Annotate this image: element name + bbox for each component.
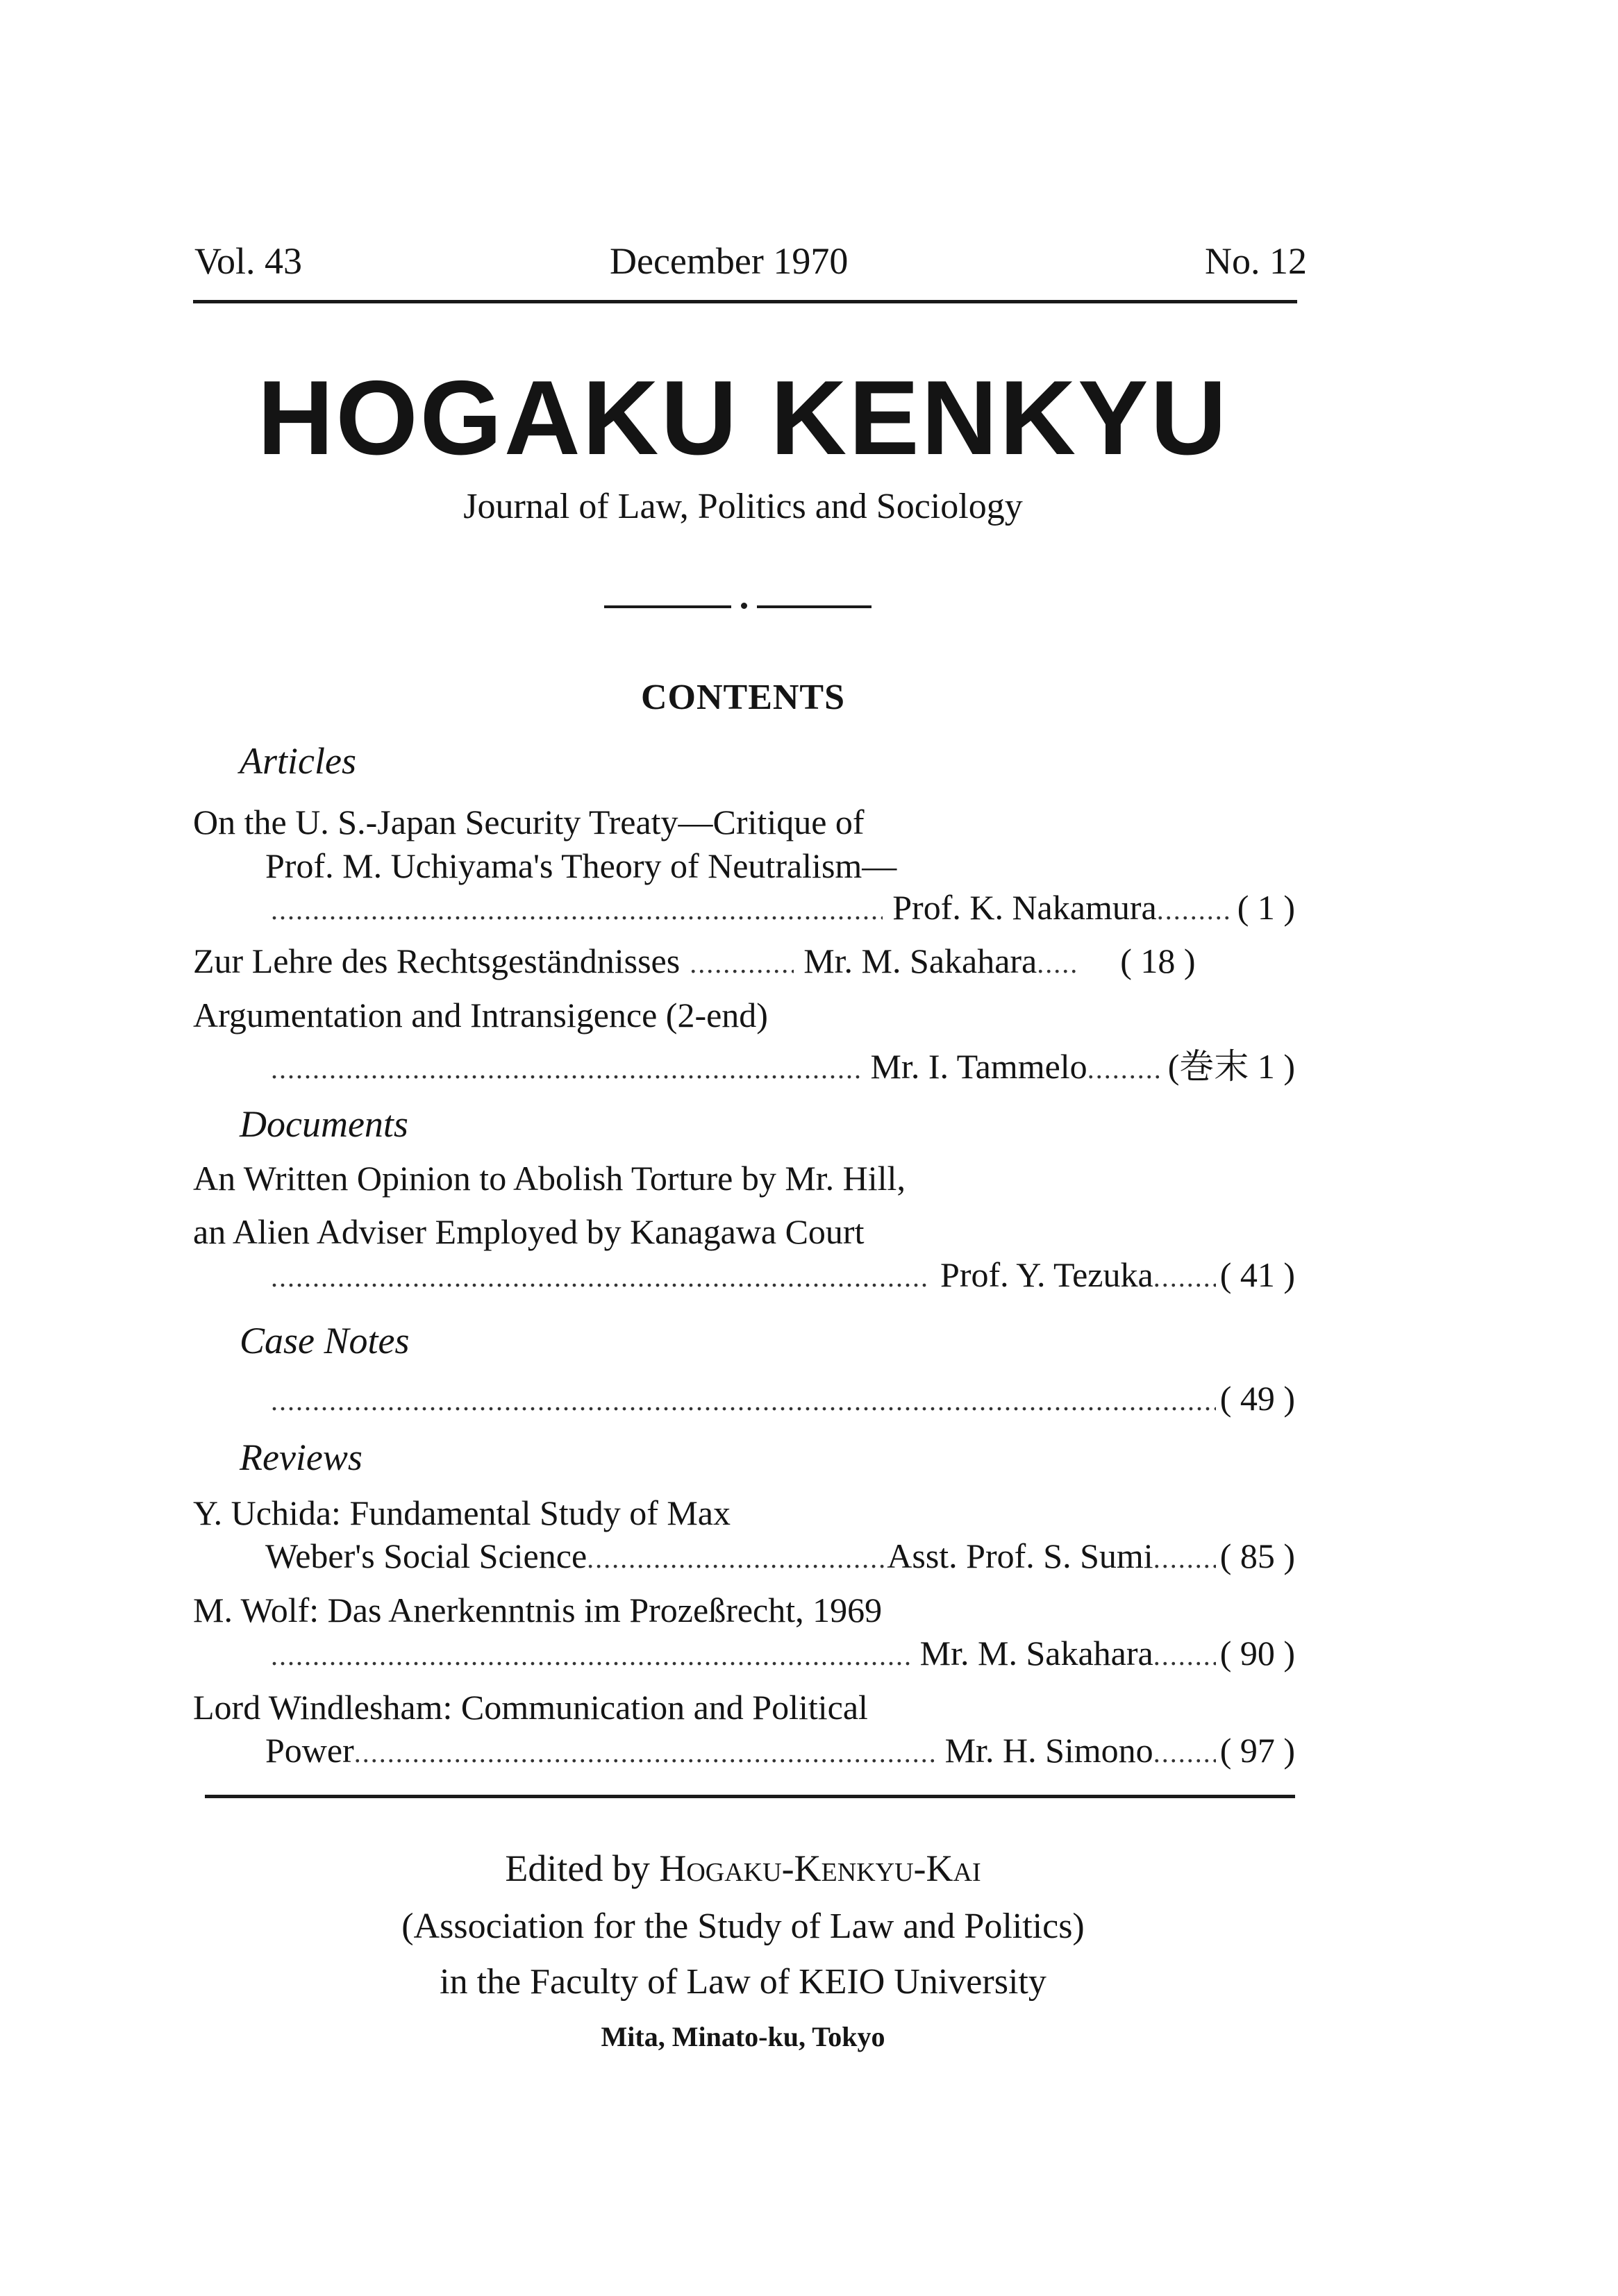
ornament-rule-right xyxy=(757,605,871,608)
issue-number: No. 12 xyxy=(1205,240,1307,282)
dot-leader xyxy=(1157,894,1233,926)
section-heading-articles: Articles xyxy=(240,740,356,782)
dot-leader xyxy=(271,894,883,926)
article-2-author: Mr. M. Sakahara xyxy=(803,941,1037,980)
case-notes-page: ( 49 ) xyxy=(1219,1379,1295,1418)
review-1-page: ( 85 ) xyxy=(1219,1536,1295,1575)
review-1-title-line2: Weber's Social Science xyxy=(265,1536,587,1575)
dot-leader xyxy=(271,1053,860,1085)
article-3-author: Mr. I. Tammelo xyxy=(870,1047,1087,1086)
society-name: Hogaku-Kenkyu-Kai xyxy=(659,1847,981,1889)
article-1-entry[interactable] xyxy=(271,887,1295,928)
dot-leader xyxy=(1087,1053,1164,1085)
review-1-title-line1: Y. Uchida: Fundamental Study of Max xyxy=(193,1493,731,1532)
article-2-title: Zur Lehre des Rechtsgeständnisses xyxy=(193,941,681,980)
faculty-line: in the Faculty of Law of KEIO University xyxy=(440,1962,1046,2002)
dot-leader xyxy=(354,1736,935,1769)
address-line: Mita, Minato-ku, Tokyo xyxy=(601,2021,885,2052)
review-3-title-line2: Power xyxy=(265,1731,354,1770)
review-3-page: ( 97 ) xyxy=(1219,1731,1295,1770)
section-heading-reviews: Reviews xyxy=(240,1436,362,1478)
dot-leader xyxy=(1153,1639,1216,1672)
article-1-author: Prof. K. Nakamura xyxy=(892,888,1157,927)
editor-line xyxy=(0,1847,1486,1890)
review-2-title: M. Wolf: Das Anerkenntnis im Prozeßrecht, 1969 xyxy=(193,1591,883,1629)
document-1-title-line1: An Written Opinion to Abolish Torture by Mr. Hill, xyxy=(193,1159,906,1198)
issue-date: December 1970 xyxy=(610,240,849,282)
review-1-entry[interactable] xyxy=(265,1536,1295,1576)
article-3-entry[interactable] xyxy=(271,1039,1295,1089)
association-line: (Association for the Study of Law and Politics) xyxy=(401,1907,1085,1946)
ornament-rule-left xyxy=(604,605,731,608)
journal-subtitle: Journal of Law, Politics and Sociology xyxy=(463,487,1023,526)
case-notes-entry[interactable] xyxy=(271,1378,1295,1418)
header-rule xyxy=(193,300,1297,303)
dot-leader xyxy=(271,1639,910,1672)
section-heading-documents: Documents xyxy=(240,1103,408,1145)
review-2-entry[interactable] xyxy=(271,1633,1295,1673)
section-heading-case-notes: Case Notes xyxy=(240,1320,410,1361)
contents-heading: CONTENTS xyxy=(640,678,846,717)
article-1-title-line1: On the U. S.-Japan Security Treaty—Critique of xyxy=(193,803,865,841)
review-1-author: Asst. Prof. S. Sumi xyxy=(887,1536,1153,1575)
article-2-page: ( 18 ) xyxy=(1120,941,1196,980)
review-2-author: Mr. M. Sakahara xyxy=(919,1634,1153,1673)
review-3-title-line1: Lord Windlesham: Communication and Political xyxy=(193,1688,868,1727)
volume-label: Vol. 43 xyxy=(194,240,303,282)
article-1-page: ( 1 ) xyxy=(1237,888,1295,927)
document-1-page: ( 41 ) xyxy=(1219,1255,1295,1294)
dot-leader xyxy=(1153,1736,1216,1769)
article-3-title: Argumentation and Intransigence (2-end) xyxy=(193,996,768,1034)
review-2-page: ( 90 ) xyxy=(1219,1634,1295,1673)
document-1-title-line2: an Alien Adviser Employed by Kanagawa Court xyxy=(193,1212,865,1251)
dot-leader xyxy=(1153,1542,1216,1575)
journal-title: HOGAKU KENKYU xyxy=(257,359,1229,477)
document-1-author: Prof. Y. Tezuka xyxy=(940,1255,1153,1294)
dot-leader xyxy=(271,1384,1216,1417)
article-2-entry[interactable] xyxy=(193,941,1295,981)
dot-leader xyxy=(271,1261,931,1293)
dot-leader xyxy=(1153,1261,1216,1293)
dot-leader xyxy=(1037,947,1078,980)
article-3-page: (巻末 1 ) xyxy=(1167,1047,1295,1086)
article-1-title-line2: Prof. M. Uchiyama's Theory of Neutralism— xyxy=(265,846,897,885)
dot-leader xyxy=(587,1542,887,1575)
edited-by-label: Edited by xyxy=(505,1847,650,1889)
document-1-entry[interactable] xyxy=(271,1255,1295,1295)
review-3-author: Mr. H. Simono xyxy=(944,1731,1153,1770)
review-3-entry[interactable] xyxy=(265,1730,1295,1770)
footer-rule xyxy=(205,1795,1295,1798)
dot-leader xyxy=(690,947,794,980)
ornament-dot xyxy=(741,603,747,609)
